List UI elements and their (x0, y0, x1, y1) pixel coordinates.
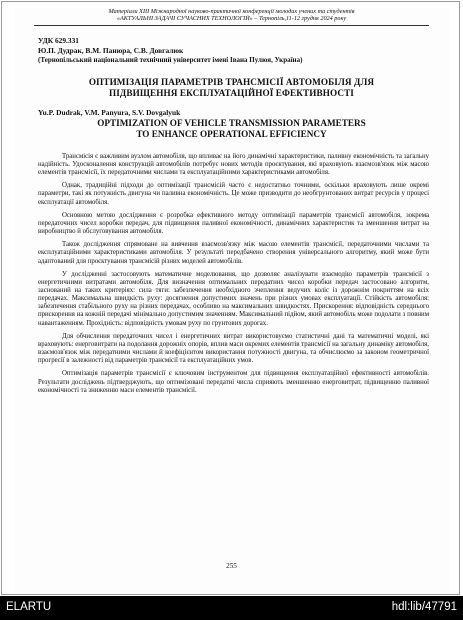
paragraph: Оптимізація параметрів трансмісії є ключовим інструментом для підвищення експлуатаційної ефективності автомобілів. Результати досліджень підтверджують, що оптимізовані передатні числа сприяють зменшенню енерговитрат, підвищенню паливної економічності та зниженню маси елементів трансмісії. (38, 370, 429, 394)
repository-name: ELARTU (6, 601, 52, 613)
title-en (14, 118, 449, 140)
paragraph: Для обчислення передаточних чисел і енергетичних витрат використовуємо статистичні дані та математичні моделі, які враховують: енерговитрати на подолання дорожніх опорів, вплив маси окремих елементів трансмісії на загальну динаміку автомобіля, взаємозв'язок між передатними числами й коефіцієнтом використання потужності двигуна, та обчислюємо за законом геометричної прогресії в залежності від параметрів трансмісії та експлуатаційних умов. (38, 332, 429, 365)
header-rule (34, 25, 429, 26)
paragraph: Основною метою дослідження є розробка ефективного методу оптимізації параметрів трансмісії автомобіля, зокрема передаточних чисел коробки передач, для підвищення паливної економічності, динамічних характеристик та зменшення витрат на виробництво й обслуговування автомобіля. (38, 211, 429, 236)
title-ua-line1: ОПТИМІЗАЦІЯ ПАРАМЕТРІВ ТРАНСМІСІЇ АВТОМОБІЛЯ ДЛЯ (88, 76, 375, 87)
title-en-line1: OPTIMIZATION OF VEHICLE TRANSMISSION PARAMETERS (97, 117, 366, 128)
conference-header-line1: Матеріали XIII Міжнародної науково-практичної конференції молодих учених та студентів (108, 8, 355, 15)
conference-header-line2: «АКТУАЛЬНІ ЗАДАЧІ СУЧАСНИХ ТЕХНОЛОГІЙ» – Тернопіль,11-12 грудня 2024 року (116, 15, 347, 23)
article-body (38, 153, 429, 395)
affiliation: (Тернопільський національний технічний університет імені Івана Пулюя, Україна) (38, 55, 303, 64)
authors-en: Yu.P. Dudrak, V.M. Panyura, S.V. Dovgalyuk (38, 107, 181, 117)
repository-footer-bar (0, 596, 463, 620)
paragraph: Однак, традиційні підходи до оптимізації трансмісій часто є недостатньо точними, оскільки враховують лише окремі параметри, такі як потужність двигуна чи паливна економічність. Це може призводити до необгрунтованих витрат ресурсів у процесі експлуатації автомобіля. (38, 182, 429, 206)
paragraph: Трансмісія є важливим вузлом автомобіля, що впливає на його динамічні характеристики, паливну економічність та загальну надійність. Удосконалення конструкцій автомобілів потребує нових методів проєктування, які враховують взаємозв'язок між масою елементів трансмісії, їх передаточними числами та експлуатаційними характеристиками автомобіля. (38, 152, 429, 177)
paragraph: У дослідженні застосовують математичне моделювання, що дозволяє аналізувати взаємодію параметрів трансмісії з енергетичними витратами автомобіля. Для визначення оптимальних передатних чисел коробки передач застосовано алгоритм, заснований на таких критеріях: сила тяги: забезпечення необхідного зчеплення ведучих коліс із дорожнім покриттям на всіх передачах. Максимальна швидкість руху: досягнення допустимих значень при різних умовах експлуатації. Стійкість автомобіля: забезпечення стабільного руху на різних передачах, особливо на максимальних швидкостях. Прискорення: відповідність середнього прискорення на кожній передачі мінімально допустимим значенням. Максимальний підйом, який автомобіль може подолати з повним навантаженням. Прохідність: відповідність умовам руху по грунтових дорогах. (38, 270, 429, 327)
paragraph: Також дослідження спрямоване на вивчення взаємозв'язку між масою елементів трансмісії, передаточними числами та експлуатаційними характеристиками автомобіля. У результаті передбачено створення універсального алгоритму, який може бути адаптований для проєктування трансмісій різних моделей автомобілів. (38, 241, 429, 265)
udk-code: УДК 629.331 (38, 35, 79, 45)
authors-ua: Ю.П. Дудрак, В.М. Панюра, С.В. Довгалюк (38, 45, 184, 55)
page-number: 255 (226, 562, 237, 570)
title-ua (14, 77, 449, 99)
title-en-line2: TO ENHANCE OPERATIONAL EFFICIENCY (136, 128, 327, 139)
title-ua-line2: ПІДВИЩЕННЯ ЕКСПЛУАТАЦІЙНОЇ ЕФЕКТИВНОСТІ (109, 87, 354, 98)
document-page (14, 8, 449, 592)
handle-id: hdl:lib/47791 (391, 601, 457, 613)
